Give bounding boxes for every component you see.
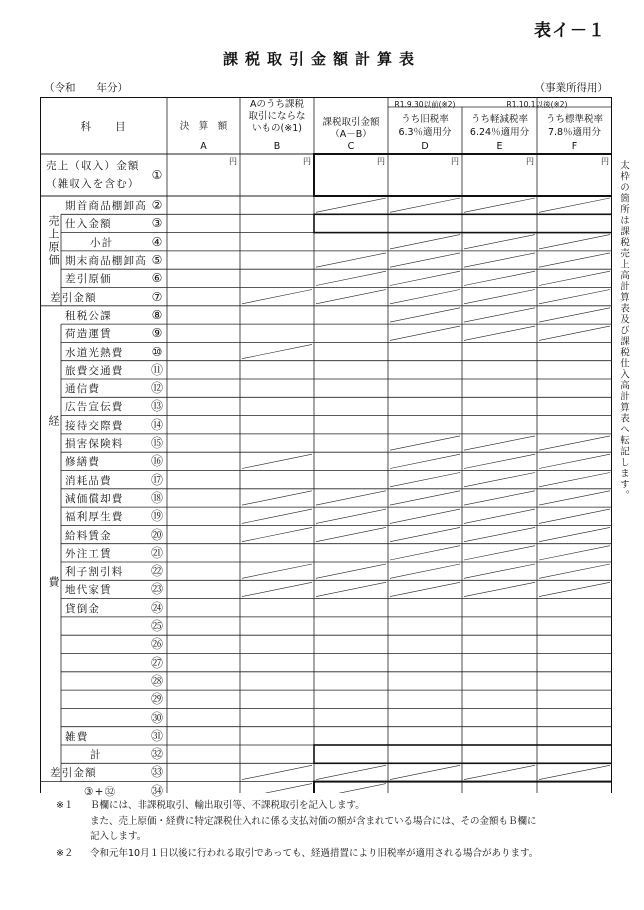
diagonal-mark	[316, 582, 386, 596]
row-label: 修繕費	[65, 456, 101, 469]
diagonal-mark	[390, 290, 460, 304]
diagonal-mark	[539, 527, 610, 541]
calculation-table	[40, 97, 612, 798]
header-old-rate-group: R1.9.30以前(※2)	[394, 100, 456, 109]
header-item: 科 目	[80, 121, 127, 133]
row-label: 水道光熱費	[65, 346, 124, 359]
row-number: ㉔	[150, 600, 163, 615]
diagonal-mark	[390, 235, 460, 249]
row-number: ㉒	[150, 564, 163, 579]
diagonal-mark	[390, 271, 460, 285]
diagonal-mark	[539, 509, 610, 523]
header-col-a-letter: A	[200, 141, 207, 152]
diagonal-mark	[242, 582, 312, 596]
header-col-e-line-1: うち軽減税率	[470, 114, 528, 125]
year-label: （令和 年分）	[44, 82, 128, 94]
header-col-a: 決 算 額	[179, 121, 228, 132]
diagonal-mark	[539, 436, 610, 450]
yen-unit: 円	[377, 157, 385, 166]
row-number: ⑭	[150, 417, 163, 432]
diagonal-mark	[242, 564, 312, 578]
header-col-b-line-2: 取引にならな	[248, 111, 306, 122]
yen-unit: 円	[303, 157, 311, 166]
row-number: ㉛	[150, 728, 163, 743]
header-col-e-letter: E	[496, 141, 503, 152]
row-number: ㉓	[150, 582, 163, 597]
row-label: 旅費交通費	[65, 364, 124, 377]
note-1-line-1: Ｂ欄には、非課税取引、輸出取引等、不課税取引を記入します。	[90, 800, 365, 811]
diagonal-mark	[464, 326, 535, 340]
diagonal-mark	[390, 198, 460, 212]
header-col-c-line-1: 課税取引金額	[322, 117, 380, 128]
note-1-line-3: 記入します。	[90, 831, 147, 842]
diagonal-mark	[464, 564, 535, 578]
diagonal-mark	[464, 491, 535, 505]
row-number: ㉑	[150, 545, 163, 560]
diagonal-mark	[464, 198, 535, 212]
row-number: ⑮	[150, 436, 163, 451]
diagonal-mark	[539, 454, 610, 468]
row-number: ⑳	[150, 527, 163, 542]
row-label: 荷造運賃	[65, 328, 112, 341]
diagonal-mark	[464, 290, 535, 304]
row-label: 期末商品棚卸高	[65, 255, 147, 268]
diagonal-mark	[390, 308, 460, 322]
row-number: ④	[151, 234, 163, 249]
note-1-mark: ※１	[56, 800, 74, 811]
diagonal-mark	[464, 454, 535, 468]
group-cost-label: 売上原価	[47, 215, 60, 267]
row-number: ㉞	[150, 783, 163, 798]
diagonal-mark	[390, 509, 460, 523]
diagonal-mark	[242, 491, 312, 505]
diagonal-mark	[464, 473, 535, 487]
form-id: 表イ－１	[534, 21, 606, 41]
row-label: 仕入金額	[65, 218, 112, 231]
diagonal-mark	[242, 509, 312, 523]
row-number: ㉕	[150, 619, 163, 634]
diagonal-mark	[390, 546, 460, 560]
header-col-e-line-2: 6.24％適用分	[469, 127, 530, 138]
header-col-b-letter: B	[273, 141, 281, 152]
row-label: 消耗品費	[65, 474, 112, 487]
row-label: 通信費	[65, 383, 101, 396]
diagonal-mark	[316, 491, 386, 505]
row-label: 期首商品棚卸高	[65, 200, 147, 213]
diagonal-mark	[464, 253, 535, 267]
row-number: ⑨	[151, 326, 163, 341]
row-number: ⑰	[150, 472, 163, 487]
diagonal-mark	[316, 290, 386, 304]
diagonal-mark	[390, 454, 460, 468]
row-number: ⑥	[151, 271, 163, 286]
diagonal-mark	[390, 253, 460, 267]
row-number: ⑲	[150, 509, 163, 524]
diagonal-mark	[464, 582, 535, 596]
diagonal-mark	[242, 527, 312, 541]
row-number: ①	[151, 168, 163, 182]
row-label: 減価償却費	[65, 492, 124, 505]
header-new-rate-group: R1.10.1以後(※2)	[506, 100, 568, 109]
diagonal-mark	[390, 473, 460, 487]
header-col-d-letter: D	[421, 141, 429, 152]
yen-unit: 円	[451, 157, 459, 166]
diagonal-mark	[539, 491, 610, 505]
thick-box-row-3	[314, 214, 612, 232]
row-number: ⑤	[151, 253, 163, 268]
diagonal-mark	[242, 344, 312, 358]
note-2-line-1: 令和元年10月１日以後に行われる取引であっても、経過措置により旧税率が適用される場合があります。	[90, 848, 539, 859]
row-number: ⑬	[150, 399, 163, 414]
diagonal-mark	[539, 198, 610, 212]
row-label: 貸倒金	[65, 602, 101, 615]
diagonal-mark	[390, 582, 460, 596]
diagonal-mark	[316, 509, 386, 523]
diagonal-mark	[464, 509, 535, 523]
diagonal-mark	[464, 235, 535, 249]
diagonal-mark	[242, 765, 312, 779]
category-label: （事業所得用）	[534, 82, 608, 94]
yen-unit: 円	[526, 157, 534, 166]
diagonal-mark	[539, 271, 610, 285]
row-number: ⑧	[151, 307, 163, 322]
diagonal-mark	[390, 564, 460, 578]
row-label: 雑費	[65, 730, 89, 743]
row-number: ③	[151, 216, 163, 231]
diagonal-mark	[539, 326, 610, 340]
row-number: ⑩	[151, 344, 163, 359]
row-number: ⑦	[151, 289, 163, 304]
diagonal-mark	[316, 253, 386, 267]
diagonal-mark	[242, 784, 312, 793]
diagonal-mark	[539, 235, 610, 249]
header-col-c-letter: C	[347, 141, 355, 152]
diagonal-mark	[316, 527, 386, 541]
diagonal-mark	[539, 253, 610, 267]
row-label: 接待交際費	[65, 419, 124, 432]
diagonal-mark	[390, 491, 460, 505]
diagonal-mark	[539, 546, 610, 560]
row-label: 差引金額	[50, 291, 97, 304]
thick-box-row-34	[314, 782, 612, 793]
row-label: 売上（収入）金額	[46, 160, 140, 172]
diagonal-mark	[316, 765, 386, 779]
diagonal-mark	[316, 271, 386, 285]
diagonal-mark	[316, 784, 386, 793]
row-number: ㉙	[150, 692, 163, 707]
diagonal-mark	[464, 765, 535, 779]
row-label: 小計	[90, 236, 114, 249]
row-label: 損害保険料	[65, 438, 124, 451]
row-number: ⑯	[150, 454, 163, 469]
header-col-b-line-3: いもの(※1)	[252, 123, 302, 134]
row-label: ③+㉜	[84, 785, 117, 798]
yen-unit: 円	[601, 157, 609, 166]
row-label: 給料賃金	[65, 529, 112, 542]
diagonal-mark	[539, 290, 610, 304]
side-note: 太枠の箇所は課税売上高計算表及び課税仕入高計算表へ転記します。	[618, 160, 629, 501]
diagonal-mark	[539, 582, 610, 596]
thick-box-row-1	[314, 154, 612, 196]
diagonal-mark	[464, 271, 535, 285]
row-label: 福利厚生費	[65, 511, 124, 524]
row-label: 地代家賃	[65, 584, 112, 597]
row-number: ㉚	[150, 710, 163, 725]
thick-box-row-32	[314, 745, 612, 763]
row-label: 差引原価	[65, 273, 112, 286]
note-1-line-2: また、売上原価・経費に特定課税仕入れに係る支払対価の額が含まれている場合には、その金額もＢ欄に	[90, 816, 537, 827]
row-label: 差引金額	[50, 767, 97, 780]
diagonal-mark	[316, 198, 386, 212]
row-label-sub: （雑収入を含む）	[46, 178, 140, 190]
group-expense-label: 経費	[47, 415, 60, 737]
header-col-c-line-2: （A－B）	[330, 129, 372, 140]
page-title: 課税取引金額計算表	[222, 50, 421, 68]
diagonal-mark	[539, 765, 610, 779]
row-label: 計	[90, 749, 102, 762]
row-number: ㉜	[150, 747, 163, 762]
yen-unit: 円	[229, 157, 237, 166]
row-number: ②	[151, 198, 163, 213]
diagonal-mark	[390, 765, 460, 779]
diagonal-mark	[316, 564, 386, 578]
header-col-d-line-2: 6.3％適用分	[398, 127, 452, 138]
diagonal-mark	[464, 436, 535, 450]
diagonal-mark	[242, 454, 312, 468]
diagonal-mark	[242, 290, 312, 304]
row-label: 租税公課	[65, 309, 112, 322]
row-number: ㉝	[150, 765, 163, 780]
diagonal-mark	[464, 308, 535, 322]
header-col-f-letter: F	[571, 141, 578, 152]
diagonal-mark	[464, 527, 535, 541]
diagonal-mark	[464, 546, 535, 560]
diagonal-mark	[390, 527, 460, 541]
diagonal-mark	[539, 308, 610, 322]
diagonal-mark	[539, 473, 610, 487]
diagonal-mark	[390, 436, 460, 450]
header-col-f-line-1: うち標準税率	[545, 114, 603, 125]
row-number: ⑪	[150, 362, 163, 377]
row-number: ㉗	[150, 655, 163, 670]
header-col-f-line-2: 7.8％適用分	[547, 127, 602, 138]
diagonal-mark	[539, 564, 610, 578]
header-col-b-line-1: Aのうち課税	[250, 99, 304, 110]
note-2-mark: ※２	[56, 848, 74, 859]
row-label: 広告宣伝費	[65, 401, 124, 414]
header-col-d-line-1: うち旧税率	[401, 114, 449, 125]
row-number: ㉘	[150, 673, 163, 688]
row-number: ⑫	[150, 381, 163, 396]
row-number: ⑱	[150, 490, 163, 505]
row-label: 利子割引料	[65, 566, 124, 579]
diagonal-mark	[390, 326, 460, 340]
row-label: 外注工賃	[65, 547, 112, 560]
row-number: ㉖	[150, 637, 163, 652]
